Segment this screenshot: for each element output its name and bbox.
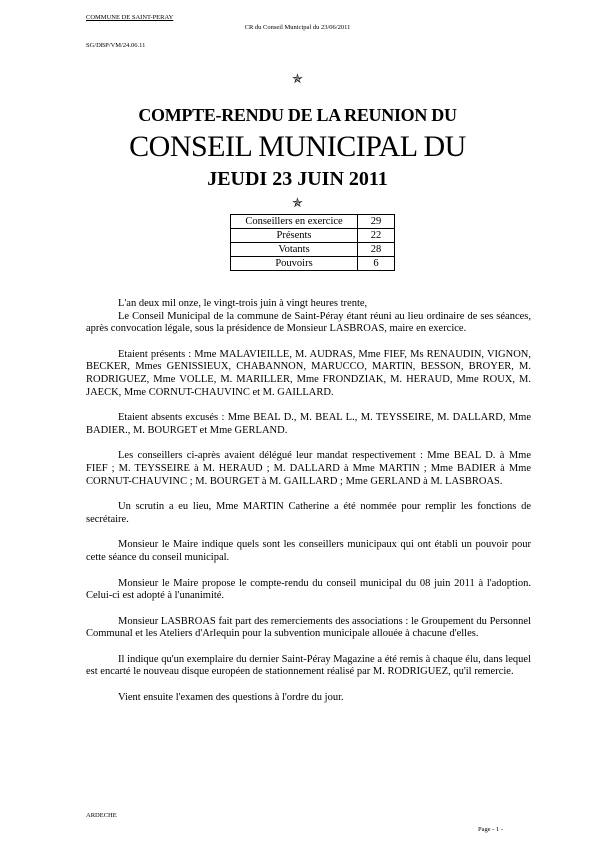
stat-label: Pouvoirs [231,257,358,271]
title-line-3: JEUDI 23 JUIN 2011 [207,168,388,190]
table-row [231,243,395,257]
paragraph-absent: Etaient absents excusés : Mme BEAL D., M. BEAL L., M. TEYSSEIRE, M. DALLARD, Mme BADIER., M. BOURGET et Mme GERLAND. [86,412,531,436]
star-icon: ✯ [292,195,303,210]
paragraph-delegations: Les conseillers ci-après avaient délégué leur mandat respectivement : Mme BEAL D. à Mme FIEF ; M. TEYSSEIRE à M. HERAUD ; M. DALLARD à Mme MARTIN ; Mme BADIER à Mme CORNUT-CHAUVINC ; M. BOURGET à M. GAILLARD ; Mme GERLAND à M. LASBROAS. [86,450,531,487]
stat-value: 29 [358,215,395,229]
paragraph-opening: L'an deux mil onze, le vingt-trois juin à vingt heures trente, [118,298,368,309]
paragraph-agenda: Vient ensuite l'examen des questions à l'ordre du jour. [118,692,344,704]
paragraph-magazine: Il indique qu'un exemplaire du dernier Saint-Péray Magazine a été remis à chaque élu, dans lequel est encarté le nouveau disque européen de stationnement réalisé par M. RODRIGUEZ, qu'il remercie. [86,653,531,678]
reference-code: SG/DBP/VM/24.06.11 [86,42,146,49]
paragraph-thanks: Monsieur LASBROAS fait part des remerciements des associations : le Groupement du Personnel Communal et les Ateliers d'Arlequin pour la subvention municipale allouée à chacune d'elles. [86,615,531,640]
star-icon: ✯ [292,71,303,86]
stat-value: 28 [358,243,395,257]
paragraph-powers: Monsieur le Maire indique quels sont les conseillers municipaux qui ont établi un pouvoir pour cette séance du conseil municipal. [86,539,531,563]
cr-header: CR du Conseil Municipal du 23/06/2011 [244,24,351,31]
table-row [231,215,395,229]
paragraph-adoption: Monsieur le Maire propose le compte-rendu du conseil municipal du 08 juin 2011 à l'adoption. Celui-ci est adopté à l'unanimité. [86,577,531,602]
attendance-table [230,214,395,271]
commune-header: COMMUNE DE SAINT-PERAY [86,14,174,21]
title-line-2: CONSEIL MUNICIPAL DU [129,130,466,163]
minutes-body [86,298,531,718]
paragraph-present: Etaient présents : Mme MALAVIEILLE, M. AUDRAS, Mme FIEF, Ms RENAUDIN, VIGNON, BECKER, Mmes GENISSIEUX, CHABANNON, MARUCCO, MARTIN, BESSON, BROYER, M. RODRIGUEZ, Mme VOLLE, M. MARILLER, Mme FRONDZIAK, M. HERAUD, Mme ROUX, M. JAECK, Mme CORNUT-CHAUVINC et M. GAILLARD. [86,348,531,398]
stat-label: Présents [231,229,358,243]
title-line-1: COMPTE-RENDU DE LA REUNION DU [138,105,457,125]
stat-label: Votants [231,243,358,257]
paragraph-convocation: Le Conseil Municipal de la commune de Saint-Péray étant réuni au lieu ordinaire de ses séances, après convocation légale, sous la présidence de Monsieur LASBROAS, maire en exercice. [86,310,531,335]
stat-value: 6 [358,257,395,271]
stat-value: 22 [358,229,395,243]
table-row [231,257,395,271]
footer-department: ARDECHE [86,812,117,819]
table-row [231,229,395,243]
stat-label: Conseillers en exercice [231,215,358,229]
paragraph-secretary: Un scrutin a eu lieu, Mme MARTIN Catherine a été nommée pour remplir les fonctions de secrétaire. [86,501,531,525]
page-number: Page - 1 - [478,826,504,833]
